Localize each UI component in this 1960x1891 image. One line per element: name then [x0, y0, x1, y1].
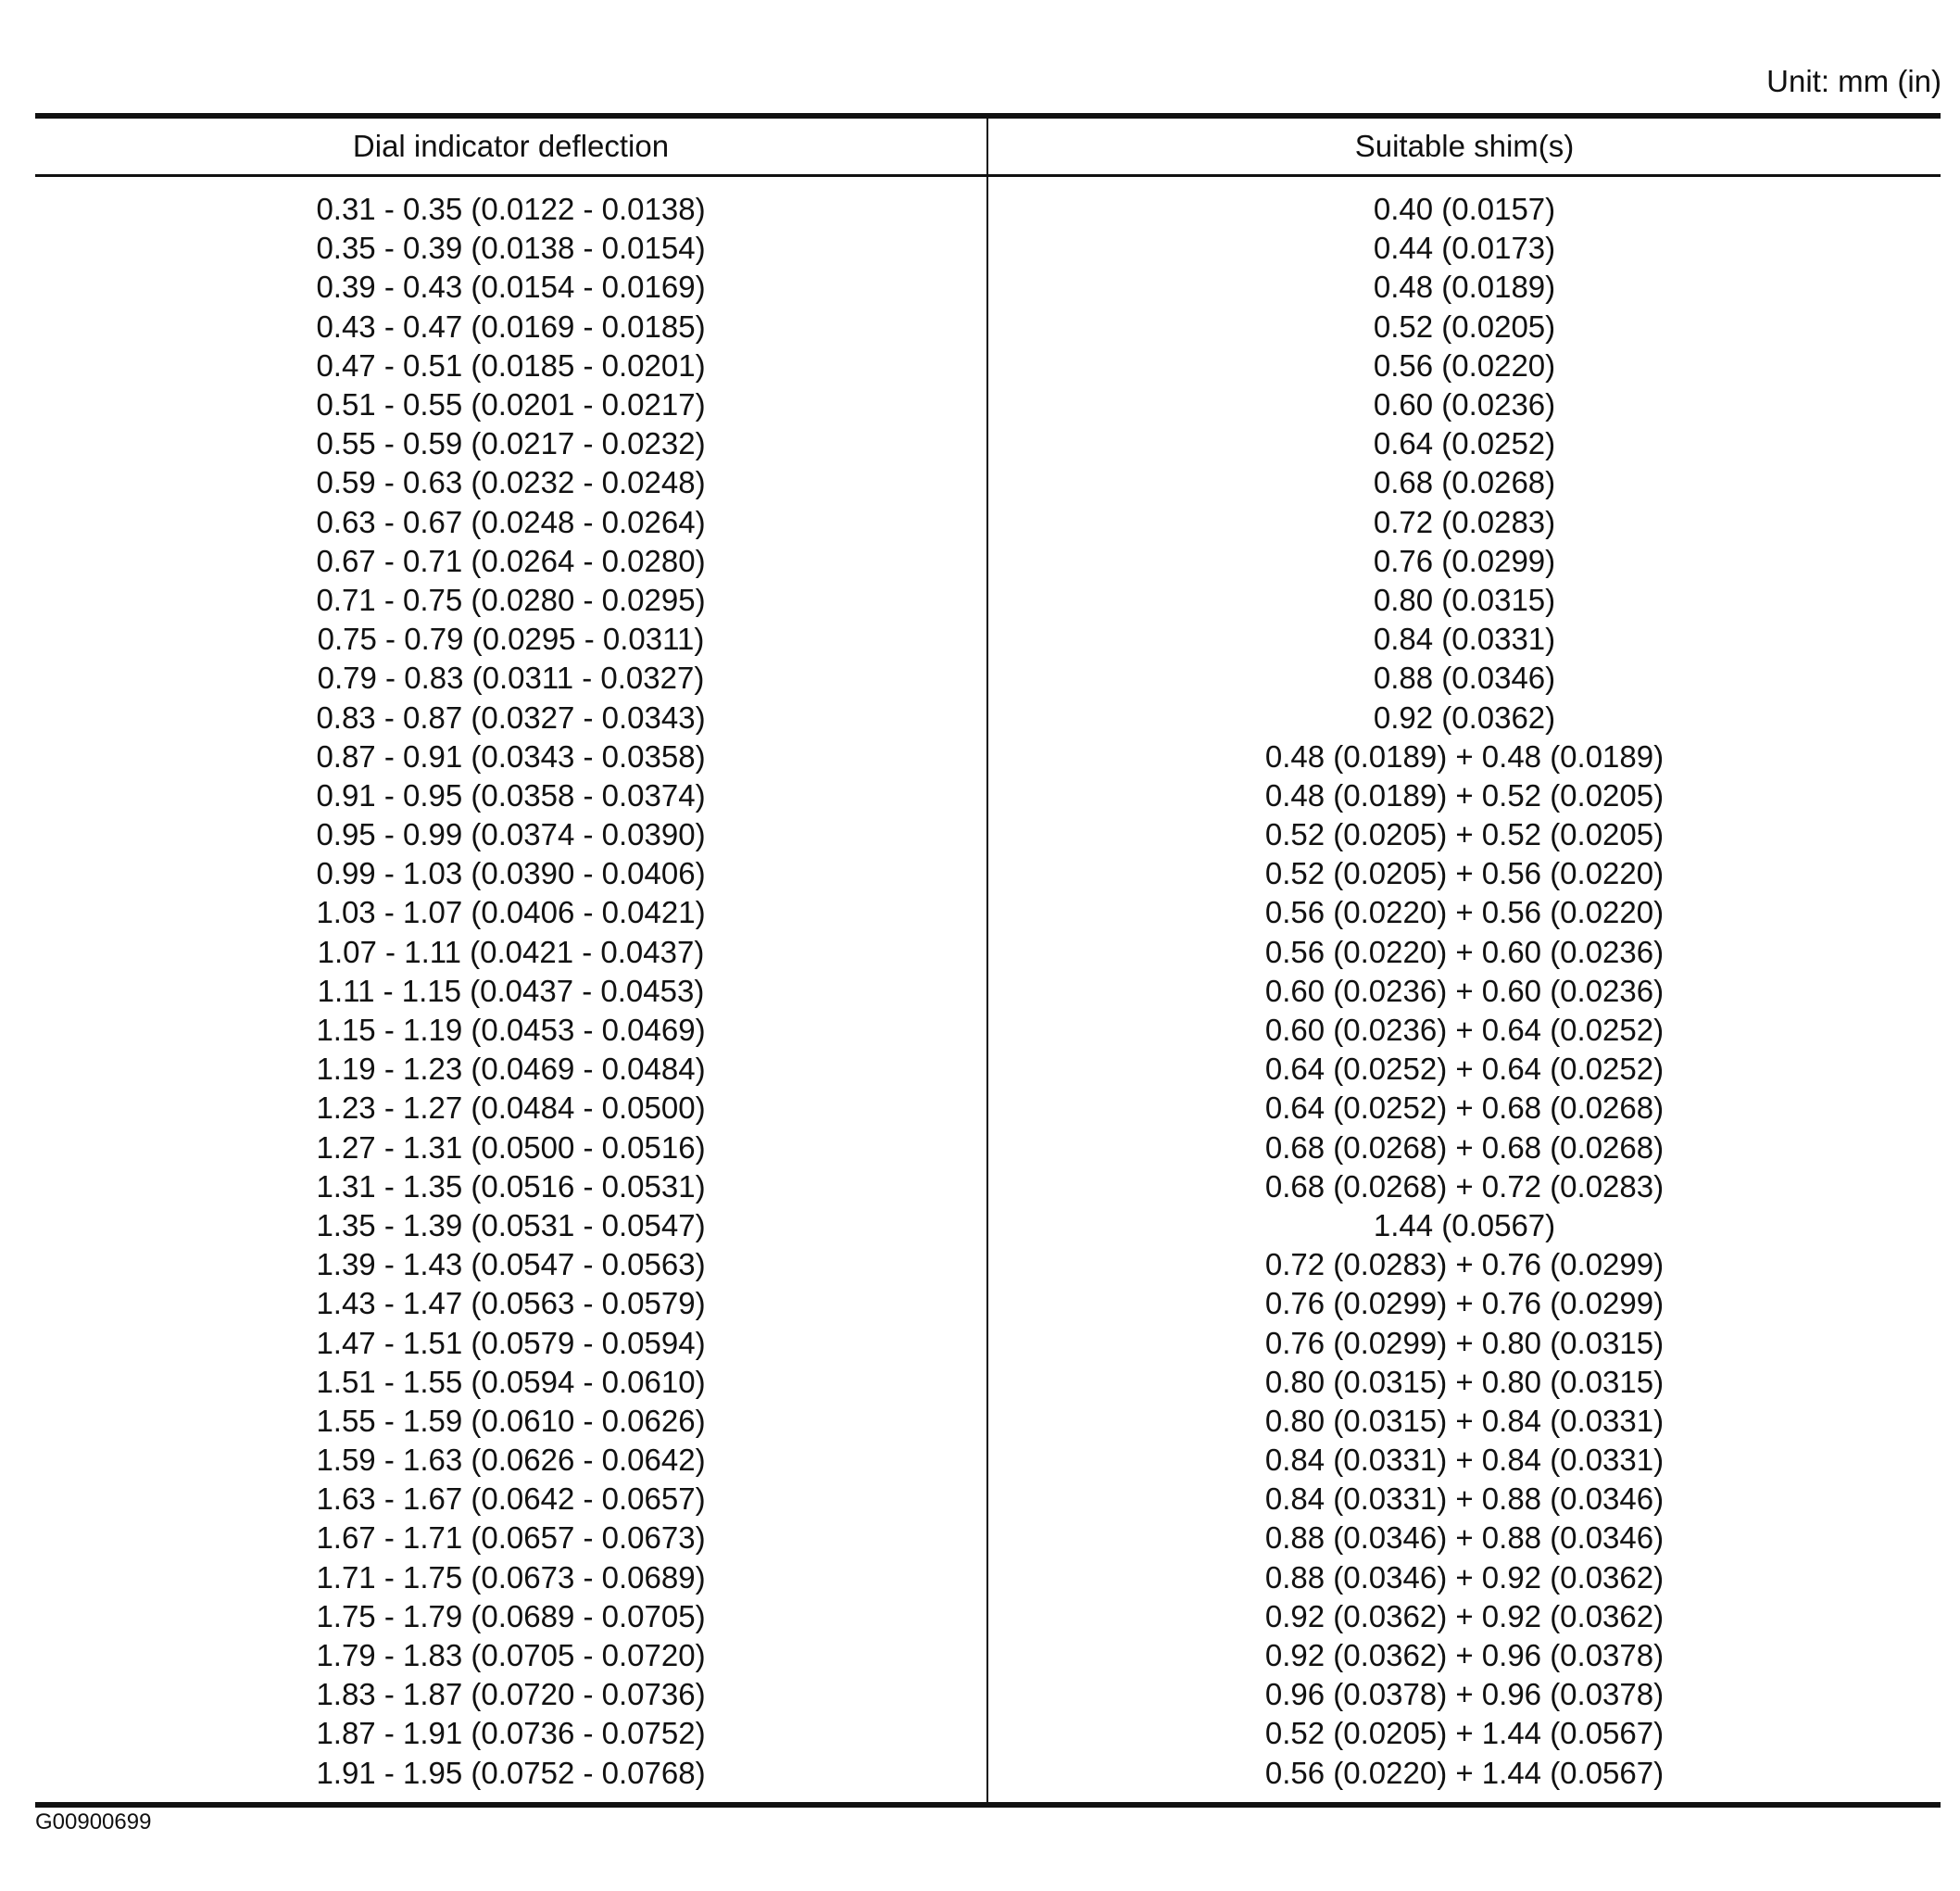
deflection-cell: 0.79 - 0.83 (0.0311 - 0.0327): [35, 659, 987, 698]
deflection-cell: 0.87 - 0.91 (0.0343 - 0.0358): [35, 737, 987, 776]
shim-cell: 0.88 (0.0346) + 0.92 (0.0362): [1264, 1559, 1665, 1595]
deflection-cell: 1.11 - 1.15 (0.0437 - 0.0453): [35, 972, 987, 1011]
shim-cell: 0.52 (0.0205) + 0.56 (0.0220): [1264, 856, 1665, 891]
table-row: [35, 1206, 1941, 1245]
shim-cell: 0.60 (0.0236): [1373, 387, 1556, 422]
shim-cell: 0.52 (0.0205) + 1.44 (0.0567): [1264, 1716, 1665, 1751]
deflection-cell: 0.71 - 0.75 (0.0280 - 0.0295): [35, 581, 987, 620]
deflection-cell: 1.31 - 1.35 (0.0516 - 0.0531): [35, 1167, 987, 1206]
deflection-cell: 0.83 - 0.87 (0.0327 - 0.0343): [35, 698, 987, 737]
shim-cell: 0.56 (0.0220) + 1.44 (0.0567): [1264, 1755, 1665, 1790]
shim-cell: 0.64 (0.0252) + 0.68 (0.0268): [1264, 1090, 1665, 1126]
header-dial-indicator-deflection: Dial indicator deflection: [35, 116, 987, 176]
table-header-row: [35, 116, 1941, 176]
shim-cell: 0.64 (0.0252): [1373, 426, 1556, 461]
shim-cell: 0.96 (0.0378) + 0.96 (0.0378): [1264, 1677, 1665, 1712]
table-row: [35, 1714, 1941, 1753]
table-row: [35, 581, 1941, 620]
table-row: [35, 776, 1941, 815]
table-row: [35, 1519, 1941, 1557]
deflection-cell: 0.95 - 0.99 (0.0374 - 0.0390): [35, 815, 987, 854]
shim-cell: 0.48 (0.0189): [1373, 270, 1556, 305]
deflection-cell: 0.75 - 0.79 (0.0295 - 0.0311): [35, 620, 987, 659]
table-spacer-top: [35, 176, 1941, 191]
table-row: [35, 268, 1941, 307]
deflection-cell: 0.47 - 0.51 (0.0185 - 0.0201): [35, 347, 987, 385]
deflection-cell: 1.59 - 1.63 (0.0626 - 0.0642): [35, 1441, 987, 1480]
table-row: [35, 737, 1941, 776]
table-row: [35, 463, 1941, 502]
table-row: [35, 542, 1941, 581]
shim-cell: 0.92 (0.0362) + 0.96 (0.0378): [1264, 1638, 1665, 1673]
table-row: [35, 503, 1941, 542]
table-row: [35, 1284, 1941, 1323]
table-row: [35, 1675, 1941, 1714]
spacer-cell: [35, 1793, 987, 1805]
shim-cell: 0.80 (0.0315) + 0.84 (0.0331): [1264, 1403, 1665, 1438]
shim-cell: 0.72 (0.0283) + 0.76 (0.0299): [1264, 1247, 1665, 1282]
table-row: [35, 1636, 1941, 1675]
deflection-cell: 0.35 - 0.39 (0.0138 - 0.0154): [35, 229, 987, 268]
table-row: [35, 1245, 1941, 1284]
table-row: [35, 1011, 1941, 1050]
shim-cell: 0.48 (0.0189) + 0.52 (0.0205): [1264, 777, 1665, 813]
deflection-cell: 1.27 - 1.31 (0.0500 - 0.0516): [35, 1128, 987, 1167]
table-row: [35, 815, 1941, 854]
shim-cell: 0.56 (0.0220): [1373, 347, 1556, 383]
deflection-cell: 1.23 - 1.27 (0.0484 - 0.0500): [35, 1089, 987, 1128]
table-row: [35, 620, 1941, 659]
shim-cell: 0.76 (0.0299) + 0.76 (0.0299): [1264, 1286, 1665, 1321]
deflection-cell: 1.91 - 1.95 (0.0752 - 0.0768): [35, 1754, 987, 1793]
deflection-cell: 0.31 - 0.35 (0.0122 - 0.0138): [35, 190, 987, 229]
deflection-cell: 1.35 - 1.39 (0.0531 - 0.0547): [35, 1206, 987, 1245]
shim-selection-table: [35, 113, 1941, 1808]
deflection-cell: 1.63 - 1.67 (0.0642 - 0.0657): [35, 1480, 987, 1519]
shim-cell: 0.68 (0.0268) + 0.68 (0.0268): [1264, 1129, 1665, 1165]
shim-cell: 0.48 (0.0189) + 0.48 (0.0189): [1264, 738, 1665, 774]
shim-cell: 0.84 (0.0331): [1373, 622, 1556, 657]
deflection-cell: 1.15 - 1.19 (0.0453 - 0.0469): [35, 1011, 987, 1050]
table-row: [35, 1089, 1941, 1128]
shim-cell: 0.92 (0.0362): [1373, 700, 1556, 735]
deflection-cell: 1.03 - 1.07 (0.0406 - 0.0421): [35, 893, 987, 932]
table-row: [35, 1558, 1941, 1597]
deflection-cell: 1.39 - 1.43 (0.0547 - 0.0563): [35, 1245, 987, 1284]
deflection-cell: 1.51 - 1.55 (0.0594 - 0.0610): [35, 1363, 987, 1402]
table-row: [35, 1597, 1941, 1636]
shim-cell: 0.76 (0.0299): [1373, 543, 1556, 578]
table-row: [35, 659, 1941, 698]
deflection-cell: 1.19 - 1.23 (0.0469 - 0.0484): [35, 1050, 987, 1089]
deflection-cell: 1.67 - 1.71 (0.0657 - 0.0673): [35, 1519, 987, 1557]
shim-cell: 0.52 (0.0205) + 0.52 (0.0205): [1264, 817, 1665, 852]
table-spacer-bottom: [35, 1793, 1941, 1805]
deflection-cell: 1.71 - 1.75 (0.0673 - 0.0689): [35, 1558, 987, 1597]
deflection-cell: 0.63 - 0.67 (0.0248 - 0.0264): [35, 503, 987, 542]
spacer-cell: [35, 176, 987, 191]
shim-cell: 0.40 (0.0157): [1373, 192, 1556, 227]
table-row: [35, 893, 1941, 932]
shim-cell: 0.60 (0.0236) + 0.64 (0.0252): [1264, 1013, 1665, 1048]
table-row: [35, 854, 1941, 893]
shim-cell: 0.68 (0.0268): [1373, 465, 1556, 500]
shim-cell: 1.44 (0.0567): [1373, 1207, 1556, 1242]
deflection-cell: 1.87 - 1.91 (0.0736 - 0.0752): [35, 1714, 987, 1753]
spacer-cell: [987, 1793, 1941, 1805]
header-suitable-shims: Suitable shim(s): [987, 116, 1941, 176]
shim-cell: 0.84 (0.0331) + 0.84 (0.0331): [1264, 1443, 1665, 1478]
shim-selection-table-container: [35, 113, 1941, 1808]
shim-cell: 0.56 (0.0220) + 0.60 (0.0236): [1264, 934, 1665, 969]
deflection-cell: 0.55 - 0.59 (0.0217 - 0.0232): [35, 424, 987, 463]
unit-label: Unit: mm (in): [1766, 64, 1941, 98]
deflection-cell: 1.55 - 1.59 (0.0610 - 0.0626): [35, 1402, 987, 1441]
deflection-cell: 1.47 - 1.51 (0.0579 - 0.0594): [35, 1323, 987, 1362]
table-row: [35, 1754, 1941, 1793]
deflection-cell: 0.51 - 0.55 (0.0201 - 0.0217): [35, 385, 987, 424]
shim-cell: 0.68 (0.0268) + 0.72 (0.0283): [1264, 1168, 1665, 1204]
table-row: [35, 1402, 1941, 1441]
table-row: [35, 1167, 1941, 1206]
shim-cell: 0.56 (0.0220) + 0.56 (0.0220): [1264, 895, 1665, 930]
table-row: [35, 933, 1941, 972]
table-row: [35, 1480, 1941, 1519]
shim-cell: 0.92 (0.0362) + 0.92 (0.0362): [1264, 1598, 1665, 1633]
table-row: [35, 1323, 1941, 1362]
deflection-cell: 1.75 - 1.79 (0.0689 - 0.0705): [35, 1597, 987, 1636]
table-row: [35, 1050, 1941, 1089]
shim-cell: 0.88 (0.0346): [1373, 661, 1556, 696]
deflection-cell: 0.39 - 0.43 (0.0154 - 0.0169): [35, 268, 987, 307]
shim-cell: 0.76 (0.0299) + 0.80 (0.0315): [1264, 1325, 1665, 1360]
deflection-cell: 0.43 - 0.47 (0.0169 - 0.0185): [35, 308, 987, 347]
deflection-cell: 1.07 - 1.11 (0.0421 - 0.0437): [35, 933, 987, 972]
table-row: [35, 424, 1941, 463]
table-row: [35, 308, 1941, 347]
spacer-cell: [987, 176, 1941, 191]
shim-cell: 0.60 (0.0236) + 0.60 (0.0236): [1264, 973, 1665, 1008]
shim-cell: 0.84 (0.0331) + 0.88 (0.0346): [1264, 1481, 1665, 1517]
shim-cell: 0.88 (0.0346) + 0.88 (0.0346): [1264, 1520, 1665, 1556]
shim-cell: 0.80 (0.0315): [1373, 582, 1556, 617]
figure-id: G00900699: [35, 1809, 152, 1834]
shim-cell: 0.72 (0.0283): [1373, 504, 1556, 539]
deflection-cell: 0.99 - 1.03 (0.0390 - 0.0406): [35, 854, 987, 893]
deflection-cell: 0.67 - 0.71 (0.0264 - 0.0280): [35, 542, 987, 581]
table-row: [35, 972, 1941, 1011]
table-row: [35, 698, 1941, 737]
table-row: [35, 347, 1941, 385]
table-row: [35, 1363, 1941, 1402]
table-row: [35, 1128, 1941, 1167]
shim-cell: 0.44 (0.0173): [1373, 231, 1556, 266]
shim-cell: 0.80 (0.0315) + 0.80 (0.0315): [1264, 1364, 1665, 1399]
deflection-cell: 1.79 - 1.83 (0.0705 - 0.0720): [35, 1636, 987, 1675]
deflection-cell: 0.59 - 0.63 (0.0232 - 0.0248): [35, 463, 987, 502]
shim-cell: 0.64 (0.0252) + 0.64 (0.0252): [1264, 1052, 1665, 1087]
deflection-cell: 1.83 - 1.87 (0.0720 - 0.0736): [35, 1675, 987, 1714]
deflection-cell: 1.43 - 1.47 (0.0563 - 0.0579): [35, 1284, 987, 1323]
table-row: [35, 385, 1941, 424]
table-row: [35, 190, 1941, 229]
deflection-cell: 0.91 - 0.95 (0.0358 - 0.0374): [35, 776, 987, 815]
table-row: [35, 1441, 1941, 1480]
table-body: [35, 176, 1941, 1805]
shim-cell: 0.52 (0.0205): [1373, 309, 1556, 344]
table-row: [35, 229, 1941, 268]
